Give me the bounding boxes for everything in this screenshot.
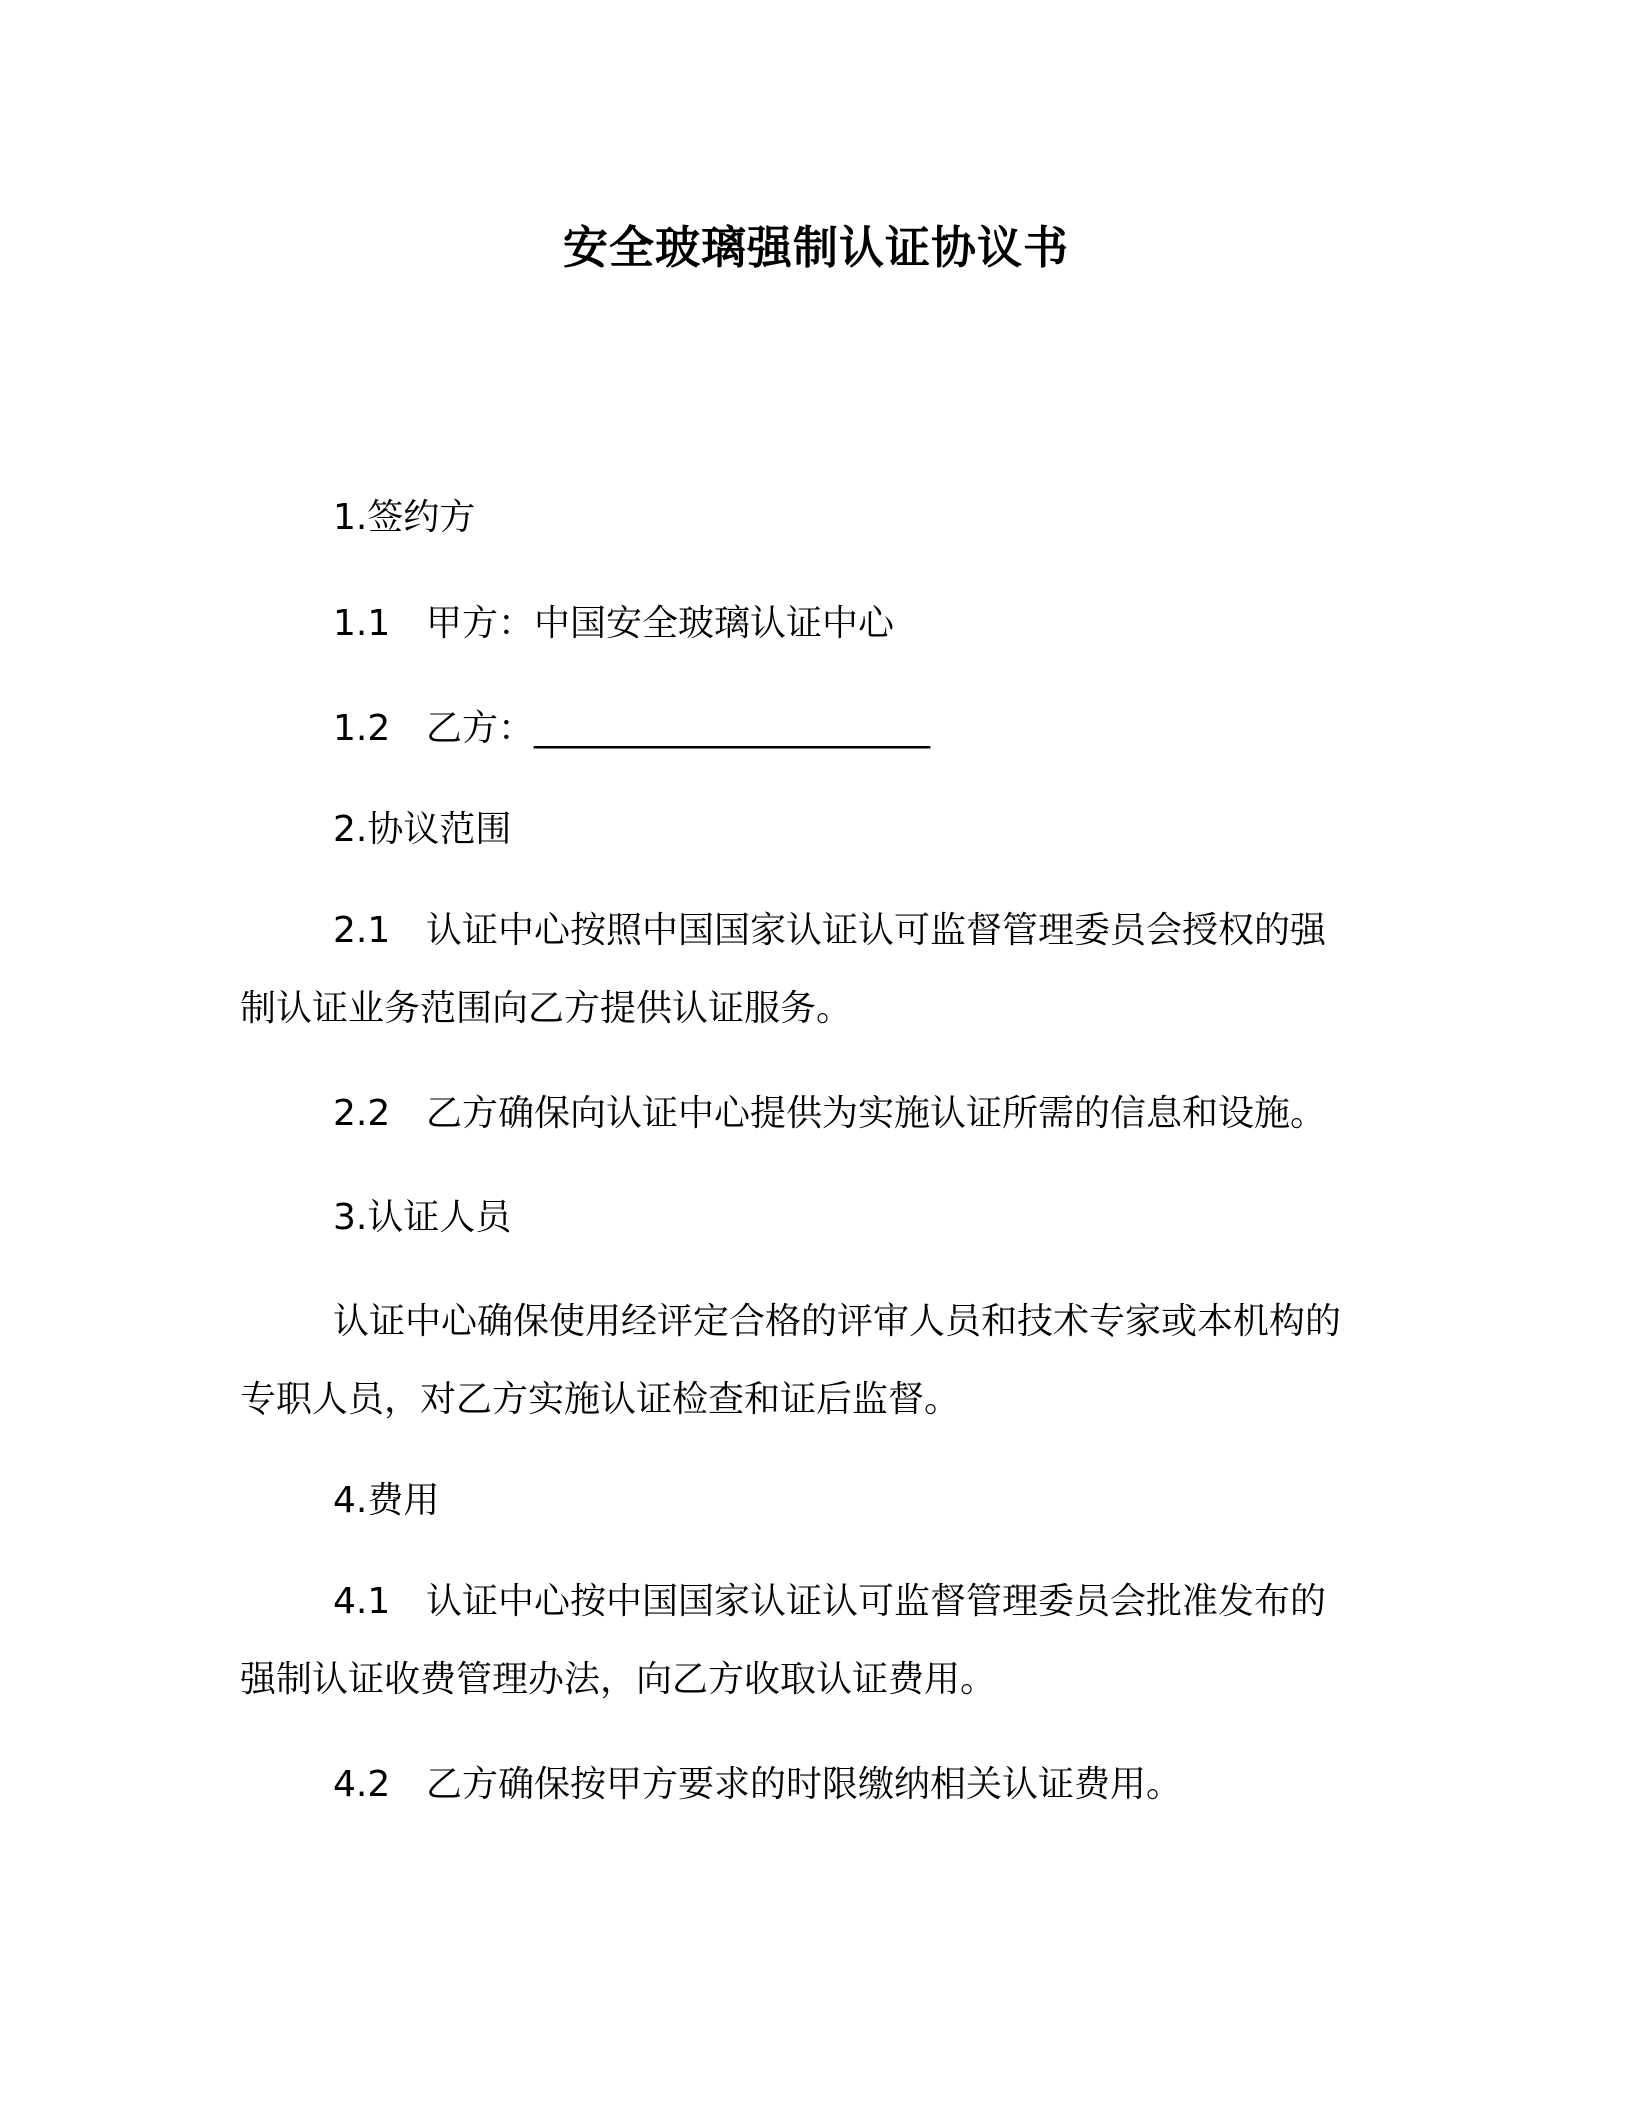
clause-number: 4.1 bbox=[333, 1581, 391, 1622]
section-3-line-1: 认证中心确保使用经评定合格的评审人员和技术专家或本机构的 bbox=[333, 1301, 1342, 1342]
clause-4-1-line-2: 强制认证收费管理办法，向乙方收取认证费用。 bbox=[240, 1659, 997, 1700]
clause-number: 1.2 bbox=[333, 708, 391, 749]
clause-text: 乙方确保按甲方要求的时限缴纳相关认证费用。 bbox=[426, 1764, 1183, 1805]
clause-2-1-line-2: 制认证业务范围向乙方提供认证服务。 bbox=[240, 988, 853, 1029]
clause-number: 2.1 bbox=[333, 910, 391, 951]
signature-blank-line: ______________________ bbox=[534, 708, 931, 749]
clause-4-2 bbox=[333, 1761, 1182, 1809]
clause-1-2 bbox=[333, 705, 930, 753]
section-2-heading: 2.协议范围 bbox=[333, 809, 512, 850]
clause-text: 认证中心按中国国家认证认可监督管理委员会批准发布的 bbox=[426, 1581, 1327, 1622]
clause-text: 认证中心按照中国国家认证认可监督管理委员会授权的强 bbox=[426, 910, 1327, 951]
document-title: 安全玻璃强制认证协议书 bbox=[562, 221, 1069, 274]
clause-4-1-line-1 bbox=[333, 1578, 1326, 1626]
clause-number: 1.1 bbox=[333, 603, 391, 644]
section-4-heading: 4.费用 bbox=[333, 1480, 440, 1521]
clause-number: 4.2 bbox=[333, 1764, 391, 1805]
clause-text: 甲方：中国安全玻璃认证中心 bbox=[426, 603, 895, 644]
clause-label: 乙方： bbox=[426, 708, 535, 749]
clause-1-1 bbox=[333, 600, 894, 648]
clause-2-1-line-1 bbox=[333, 907, 1326, 955]
section-1-heading: 1.签约方 bbox=[333, 497, 476, 538]
section-3-heading: 3.认证人员 bbox=[333, 1197, 512, 1238]
clause-number: 2.2 bbox=[333, 1093, 391, 1134]
section-3-line-2: 专职人员，对乙方实施认证检查和证后监督。 bbox=[240, 1379, 961, 1420]
clause-text: 乙方确保向认证中心提供为实施认证所需的信息和设施。 bbox=[426, 1093, 1327, 1134]
clause-2-2 bbox=[333, 1090, 1326, 1138]
